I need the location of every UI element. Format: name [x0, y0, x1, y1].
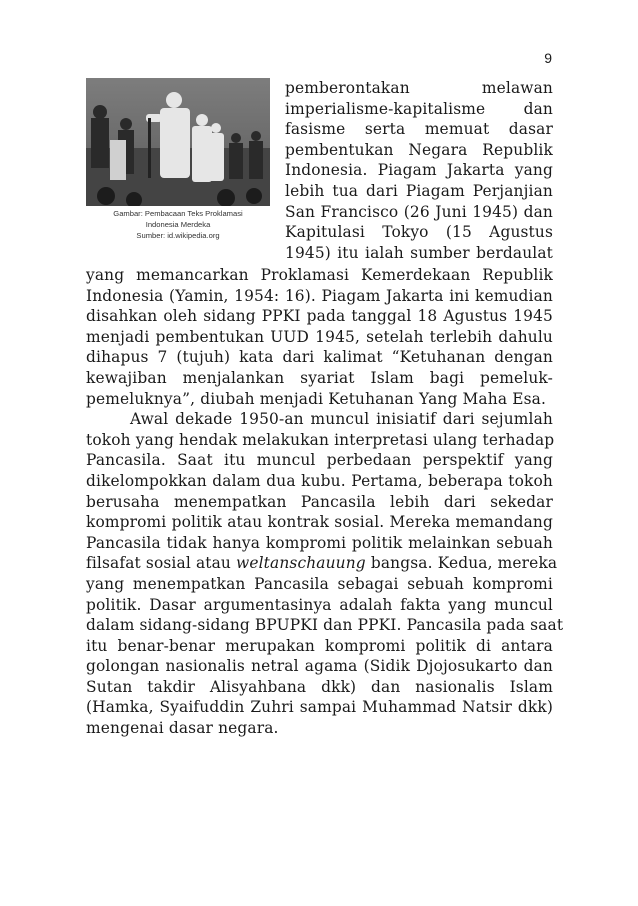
italic-term: weltanschauung — [236, 554, 366, 573]
text-line: pembentukan Negara Republik — [285, 140, 553, 159]
text-line: dalam sidang-sidang BPUPKI dan PPKI. Pancasila pada saat — [86, 616, 564, 635]
caption-line: Gambar: Pembacaan Teks Proklamasi — [113, 209, 243, 218]
text-beside-figure — [285, 78, 553, 263]
text-line: itu benar-benar merupakan kompromi politik di antara — [86, 636, 553, 655]
text-line: Sutan takdir Alisyahbana dkk) dan nasionalis Islam — [86, 677, 553, 696]
figure-caption — [86, 208, 270, 241]
italic-line-prefix: filsafat sosial atau — [86, 554, 237, 573]
text-line: yang menempatkan Pancasila sebagai sebuah kompromi — [86, 574, 553, 593]
figure — [86, 78, 270, 241]
text-line: politik. Dasar argumentasinya adalah fakta yang muncul — [86, 595, 553, 614]
italic-line-suffix: bangsa. Kedua, mereka — [365, 554, 558, 573]
text-line: dikelompokkan dalam dua kubu. Pertama, beberapa tokoh — [86, 471, 553, 490]
caption-line: Indonesia Merdeka — [145, 220, 211, 229]
text-line: disahkan oleh sidang PPKI pada tanggal 18 Agustus 1945 — [86, 307, 553, 326]
text-line: pemberontakan melawan — [285, 79, 553, 97]
page-number: 9 — [544, 50, 552, 66]
text-line: Pancasila. Saat itu muncul perbedaan perspektif yang — [86, 451, 553, 470]
text-line: menjadi pembentukan UUD 1945, setelah terlebih dahulu — [86, 327, 553, 346]
text-line: kewajiban menjalankan syariat Islam bagi pemeluk- — [86, 368, 553, 387]
text-line: pemeluknya”, diubah menjadi Ketuhanan Yang Maha Esa. — [86, 389, 546, 408]
text-line: Awal dekade 1950-an muncul inisiatif dari sejumlah — [130, 410, 553, 429]
text-line: tokoh yang hendak melakukan interpretasi ulang terhadap — [86, 430, 555, 449]
paragraph-2 — [86, 409, 564, 739]
text-line: dihapus 7 (tujuh) kata dari kalimat “Ketuhanan dengan — [86, 348, 553, 367]
text-line: Indonesia (Yamin, 1954: 16). Piagam Jakarta ini kemudian — [86, 286, 553, 305]
text-line: Pancasila tidak hanya kompromi politik melainkan sebuah — [86, 533, 553, 552]
text-line: San Francisco (26 Juni 1945) dan — [285, 202, 553, 221]
text-line: yang memancarkan Proklamasi Kemerdekaan Republik — [86, 266, 553, 284]
text-line: imperialisme-kapitalisme dan — [285, 99, 553, 118]
text-line: kompromi politik atau kontrak sosial. Mereka memandang — [86, 513, 553, 532]
text-line: mengenai dasar negara. — [86, 719, 279, 738]
text-line: berusaha menempatkan Pancasila lebih dari sekedar — [86, 492, 553, 511]
text-line: fasisme serta memuat dasar — [285, 120, 553, 139]
text-line: golongan nasionalis netral agama (Sidik Djojosukarto dan — [86, 657, 553, 676]
caption-line: Sumber: id.wikipedia.org — [136, 231, 220, 240]
paragraph-1 — [86, 265, 553, 409]
text-line-italic — [86, 553, 558, 574]
text-line: Indonesia. Piagam Jakarta yang — [285, 161, 553, 180]
text-line: 1945) itu ialah sumber berdaulat — [285, 243, 553, 262]
body-text — [86, 265, 564, 739]
text-line: lebih tua dari Piagam Perjanjian — [285, 181, 553, 200]
text-line: Kapitulasi Tokyo (15 Agustus — [285, 223, 553, 242]
text-line: (Hamka, Syaifuddin Zuhri sampai Muhammad Natsir dkk) — [86, 698, 553, 717]
proclamation-photo — [86, 78, 270, 206]
